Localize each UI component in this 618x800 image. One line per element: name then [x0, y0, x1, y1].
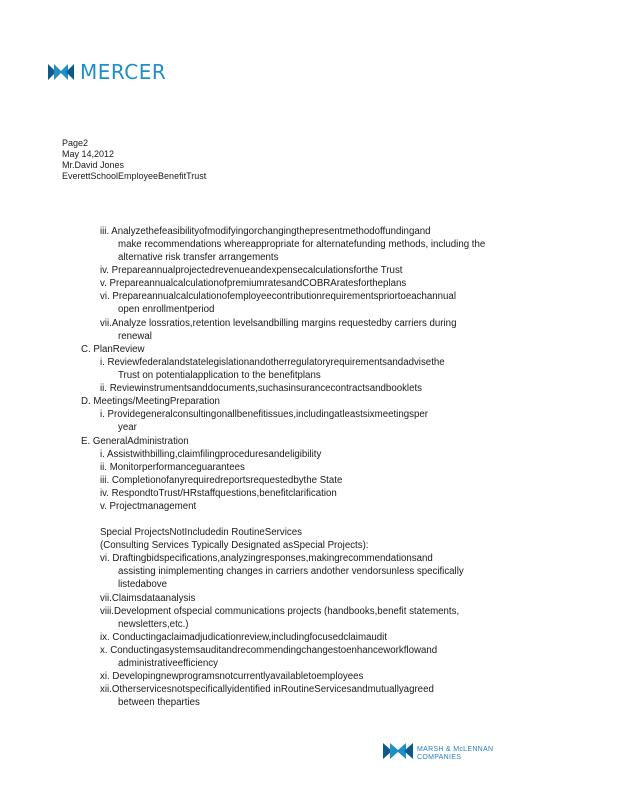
list-item: i. Reviewfederalandstatelegislationandotherregulatoryrequirementsandadvisethe	[100, 357, 445, 368]
mercer-logo	[48, 60, 166, 84]
letter-date: May 14,2012	[62, 149, 115, 159]
list-item: xii.Otherservicesnotspecificallyidentified inRoutineServicesandmutuallyagreed	[100, 684, 434, 695]
list-item-continuation: between theparties	[118, 697, 200, 708]
list-item-continuation: assisting inimplementing changes in carriers andother vendorsunless specifically	[118, 566, 464, 577]
list-item: vi. Prepareannualcalculationofemployeecontributionrequirementspriortoeachannual	[100, 291, 456, 302]
list-item: ii. Reviewinstrumentsanddocuments,suchasinsurancecontractsandbooklets	[100, 383, 423, 394]
mmc-logo-icon	[383, 743, 413, 764]
list-item: iii. Completionofanyrequiredreportsrequestedbythe State	[100, 475, 343, 486]
list-item: x. Conductingasystemsauditandrecommendingchangestoenhanceworkflowand	[100, 645, 438, 656]
list-item: v. Projectmanagement	[100, 501, 197, 512]
list-item-continuation: make recommendations whereappropriate for alternatefunding methods, including the	[118, 239, 486, 250]
mercer-logo-text: MERCER	[80, 60, 167, 84]
list-item: vii.Claimsdataanalysis	[100, 593, 196, 604]
mmc-logo-line1: MARSH & McLENNAN	[417, 745, 494, 753]
recipient-name: Mr.David Jones	[62, 160, 125, 170]
page-number: Page2	[62, 138, 89, 148]
list-item: iii. Analyzethefeasibilityofmodifyingorchangingthepresentmethodoffundingand	[100, 226, 431, 237]
subsection-heading: Special ProjectsNotIncludedin RoutineServices	[100, 527, 302, 538]
list-item: iv. Prepareannualprojectedrevenueandexpensecalculationsforthe Trust	[100, 265, 403, 276]
subsection-subheading: (Consulting Services Typically Designated asSpecial Projects):	[100, 540, 369, 551]
list-item-continuation: alternative risk transfer arrangements	[118, 252, 279, 263]
list-item: vii.Analyze lossratios,retention levelsandbilling margins requestedby carriers during	[100, 318, 457, 329]
list-item-continuation: renewal	[118, 331, 152, 342]
section-heading: D. Meetings/MeetingPreparation	[81, 396, 220, 407]
mercer-logo-icon	[48, 64, 74, 80]
list-item-continuation: open enrollmentperiod	[118, 304, 215, 315]
recipient-organization: EverettSchoolEmployeeBenefitTrust	[62, 171, 207, 181]
list-item-continuation: Trust on potentialapplication to the benefitplans	[118, 370, 321, 381]
list-item-continuation: year	[118, 422, 137, 433]
letter-header	[62, 138, 206, 182]
list-item: xi. Developingnewprogramsnotcurrentlyavailabletoemployees	[100, 671, 364, 682]
list-item: viii.Development ofspecial communications projects (handbooks,benefit statements,	[100, 606, 460, 617]
list-item-continuation: listedabove	[118, 579, 168, 590]
list-item: vi. Draftingbidspecifications,analyzingresponses,makingrecommendationsand	[100, 553, 433, 564]
list-item-continuation: newsletters,etc.)	[118, 619, 189, 630]
list-item: i. Assistwithbilling,claimfilingproceduresandeligibility	[100, 449, 322, 460]
list-item: ix. Conductingaclaimadjudicationreview,includingfocusedclaimaudit	[100, 632, 388, 643]
list-item: iv. RespondtoTrust/HRstaffquestions,benefitclarification	[100, 488, 337, 499]
list-item: v. PrepareannualcalculationofpremiumratesandCOBRAratesfortheplans	[100, 278, 407, 289]
mmc-logo	[383, 743, 493, 764]
mmc-logo-line2: COMPANIES	[417, 753, 462, 761]
list-item: ii. Monitorperformanceguarantees	[100, 462, 245, 473]
section-heading: C. PlanReview	[81, 344, 145, 355]
list-item-continuation: administrativeefficiency	[118, 658, 218, 669]
list-item: i. Providegeneralconsultingonallbenefitissues,includingatleastsixmeetingsper	[100, 409, 428, 420]
section-heading: E. GeneralAdministration	[81, 436, 189, 447]
